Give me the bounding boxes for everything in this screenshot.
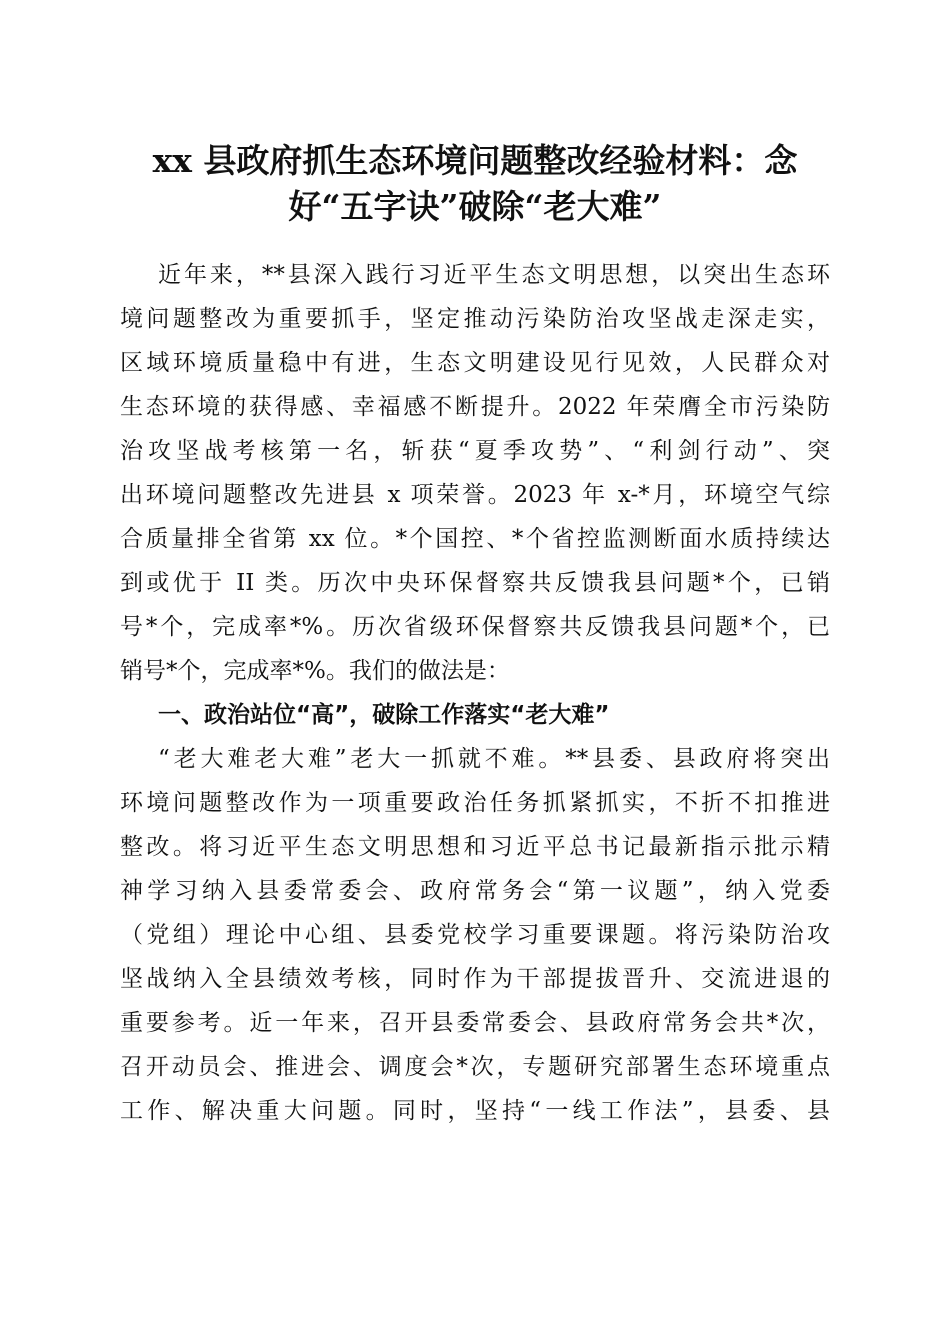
intro-paragraph — [120, 253, 830, 693]
intro-line: 治攻坚战考核第一名，斩获“夏季攻势”、“利剑行动”、突 — [120, 438, 830, 464]
intro-line: 境问题整改为重要抓手，坚定推动污染防治攻坚战走深走实， — [120, 306, 830, 332]
intro-line: 近年来，**县深入践行习近平生态文明思想，以突出生态环 — [158, 262, 830, 288]
document-title — [100, 138, 850, 230]
section-1-line: 重要参考。近一年来，召开县委常委会、县政府常务会共*次， — [120, 1010, 830, 1036]
intro-line: 合质量排全省第 xx 位。*个国控、*个省控监测断面水质持续达 — [120, 526, 830, 552]
section-1-line: 坚战纳入全县绩效考核，同时作为干部提拔晋升、交流进退的 — [120, 966, 830, 992]
section-1-line: （党组）理论中心组、县委党校学习重要课题。将污染防治攻 — [120, 922, 830, 948]
section-1-line: “老大难老大难”老大一抓就不难。**县委、县政府将突出 — [158, 746, 830, 772]
title-line-2: 好“五字诀”破除“老大难” — [288, 187, 662, 226]
section-1-line: 召开动员会、推进会、调度会*次，专题研究部署生态环境重点 — [120, 1054, 830, 1080]
intro-line: 生态环境的获得感、幸福感不断提升。2022 年荣膺全市污染防 — [120, 394, 830, 420]
intro-line: 到或优于 II 类。历次中央环保督察共反馈我县问题*个，已销 — [120, 570, 830, 596]
title-line-1: xx 县政府抓生态环境问题整改经验材料：念 — [152, 141, 798, 180]
intro-line: 出环境问题整改先进县 x 项荣誉。2023 年 x-*月，环境空气综 — [120, 482, 830, 508]
intro-line: 号*个，完成率*%。历次省级环保督察共反馈我县问题*个，已 — [120, 614, 830, 640]
document-body — [120, 253, 830, 1133]
section-1-line: 整改。将习近平生态文明思想和习近平总书记最新指示批示精 — [120, 834, 830, 860]
intro-line: 区域环境质量稳中有进，生态文明建设见行见效，人民群众对 — [120, 350, 830, 376]
section-1-line: 工作、解决重大问题。同时，坚持“一线工作法”，县委、县 — [120, 1098, 830, 1124]
section-1-paragraph — [120, 737, 830, 1133]
section-1-line: 环境问题整改作为一项重要政治任务抓紧抓实，不折不扣推进 — [120, 790, 830, 816]
section-1-line: 神学习纳入县委常委会、政府常务会“第一议题”，纳入党委 — [120, 878, 830, 904]
intro-line: 销号*个，完成率*%。我们的做法是： — [120, 658, 510, 684]
section-1-heading: 一、政治站位“高”，破除工作落实“老大难” — [158, 702, 610, 728]
